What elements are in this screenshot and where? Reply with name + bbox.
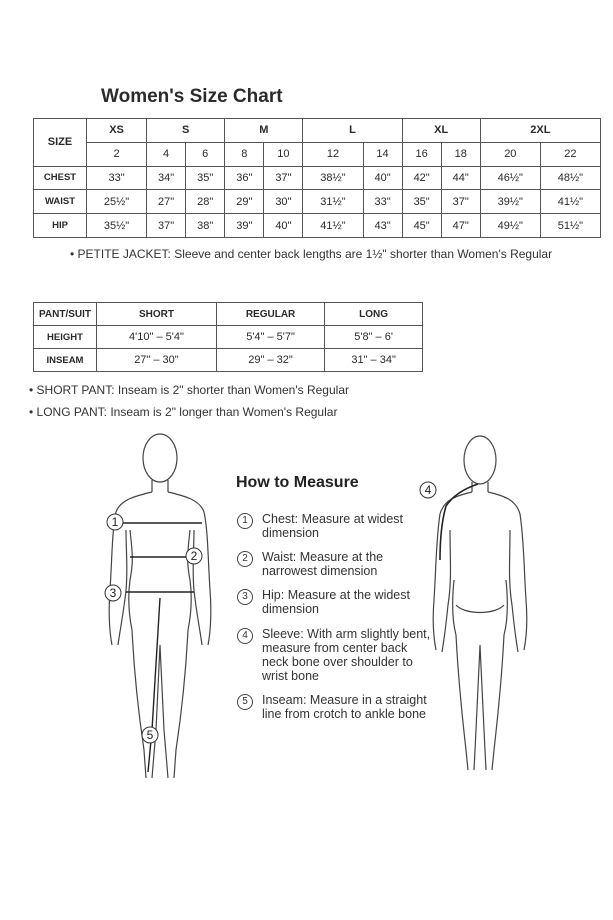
table-cell: 45": [402, 214, 441, 238]
row-label-height: HEIGHT: [34, 326, 97, 349]
size-number: 2: [87, 142, 147, 166]
table-cell: 46½": [480, 166, 540, 190]
table-cell: 37": [441, 190, 480, 214]
pant-suit-label: PANT/SUIT: [34, 303, 97, 326]
womens-size-table: [33, 118, 601, 238]
size-number: 10: [264, 142, 303, 166]
measure-text: Hip: Measure at the widest dimension: [262, 588, 410, 616]
table-cell: 4'10" – 5'4": [97, 326, 217, 349]
front-label-3: 3: [109, 586, 117, 600]
measure-number: 3: [237, 589, 253, 605]
petite-jacket-note: • PETITE JACKET: Sleeve and center back lengths are 1½" shorter than Women's Regular: [70, 247, 553, 261]
size-number: 16: [402, 142, 441, 166]
table-cell: 5'8" – 6': [325, 326, 423, 349]
column-short: SHORT: [97, 303, 217, 326]
size-chart-title: Women's Size Chart: [101, 86, 283, 107]
table-cell: 49½": [480, 214, 540, 238]
front-label-1: 1: [111, 515, 119, 529]
front-label-2: 2: [190, 549, 198, 563]
size-number: 20: [480, 142, 540, 166]
table-cell: 47": [441, 214, 480, 238]
row-label-hip: HIP: [34, 214, 87, 238]
table-cell: 35½": [87, 214, 147, 238]
table-cell: 37": [264, 166, 303, 190]
size-number: 4: [147, 142, 186, 166]
table-cell: 5'4" – 5'7": [216, 326, 324, 349]
long-pant-note: • LONG PANT: Inseam is 2" longer than Women's Regular: [29, 405, 338, 419]
measure-item-chest: [237, 512, 437, 540]
table-cell: 39": [225, 214, 264, 238]
row-label-inseam: INSEAM: [34, 349, 97, 372]
short-pant-note: • SHORT PANT: Inseam is 2" shorter than Women's Regular: [29, 383, 349, 397]
how-to-measure-title: How to Measure: [236, 474, 359, 491]
table-cell: 29": [225, 190, 264, 214]
row-label-waist: WAIST: [34, 190, 87, 214]
size-number: 12: [303, 142, 363, 166]
waist-row: [34, 190, 601, 214]
pant-suit-table: [33, 302, 423, 372]
table-cell: 31½": [303, 190, 363, 214]
measure-item-sleeve: [237, 627, 437, 683]
size-number: 22: [540, 142, 600, 166]
table-cell: 40": [264, 214, 303, 238]
table-cell: 28": [186, 190, 225, 214]
table-cell: 30": [264, 190, 303, 214]
size-group-row: [34, 119, 601, 143]
table-cell: 44": [441, 166, 480, 190]
size-group-l: L: [303, 119, 402, 143]
table-cell: 35": [402, 190, 441, 214]
measure-item-hip: [237, 588, 437, 616]
table-cell: 38½": [303, 166, 363, 190]
table-cell: 41½": [540, 190, 600, 214]
measure-number: 5: [237, 694, 253, 710]
table-cell: 29" – 32": [216, 349, 324, 372]
measure-text: Waist: Measure at the narrowest dimension: [262, 550, 384, 578]
table-cell: 33": [363, 190, 402, 214]
size-header-label: SIZE: [34, 119, 87, 167]
hip-row: [34, 214, 601, 238]
table-cell: 31" – 34": [325, 349, 423, 372]
table-cell: 27": [147, 190, 186, 214]
size-number-row: [34, 142, 601, 166]
column-long: LONG: [325, 303, 423, 326]
measure-number: 1: [237, 513, 253, 529]
size-number: 18: [441, 142, 480, 166]
size-group-2xl: 2XL: [480, 119, 600, 143]
size-group-xs: XS: [87, 119, 147, 143]
size-group-xl: XL: [402, 119, 480, 143]
table-cell: 39½": [480, 190, 540, 214]
measure-item-waist: [237, 550, 437, 578]
pant-header-row: [34, 303, 423, 326]
measure-text: Inseam: Measure in a straight line from crotch to ankle bone: [262, 693, 427, 721]
measure-number: 4: [237, 628, 253, 644]
size-number: 8: [225, 142, 264, 166]
table-cell: 36": [225, 166, 264, 190]
size-group-m: M: [225, 119, 303, 143]
table-cell: 38": [186, 214, 225, 238]
height-row: [34, 326, 423, 349]
back-label-4: 4: [424, 483, 432, 497]
measure-number: 2: [237, 551, 253, 567]
row-label-chest: CHEST: [34, 166, 87, 190]
table-cell: 34": [147, 166, 186, 190]
size-number: 14: [363, 142, 402, 166]
table-cell: 40": [363, 166, 402, 190]
front-body-figure: [90, 430, 230, 790]
measure-text: Sleeve: With arm slightly bent, measure from center back neck bone over shoulder to wrist bone: [262, 627, 431, 683]
table-cell: 35": [186, 166, 225, 190]
table-cell: 48½": [540, 166, 600, 190]
table-cell: 43": [363, 214, 402, 238]
table-cell: 51½": [540, 214, 600, 238]
front-label-5: 5: [146, 728, 154, 742]
table-cell: 41½": [303, 214, 363, 238]
table-cell: 27" – 30": [97, 349, 217, 372]
table-cell: 42": [402, 166, 441, 190]
table-cell: 33": [87, 166, 147, 190]
column-regular: REGULAR: [216, 303, 324, 326]
back-body-figure: [410, 430, 560, 790]
table-cell: 25½": [87, 190, 147, 214]
size-group-s: S: [147, 119, 225, 143]
size-number: 6: [186, 142, 225, 166]
inseam-row: [34, 349, 423, 372]
measure-text: Chest: Measure at widest dimension: [262, 512, 404, 540]
table-cell: 37": [147, 214, 186, 238]
measure-item-inseam: [237, 693, 437, 721]
chest-row: [34, 166, 601, 190]
